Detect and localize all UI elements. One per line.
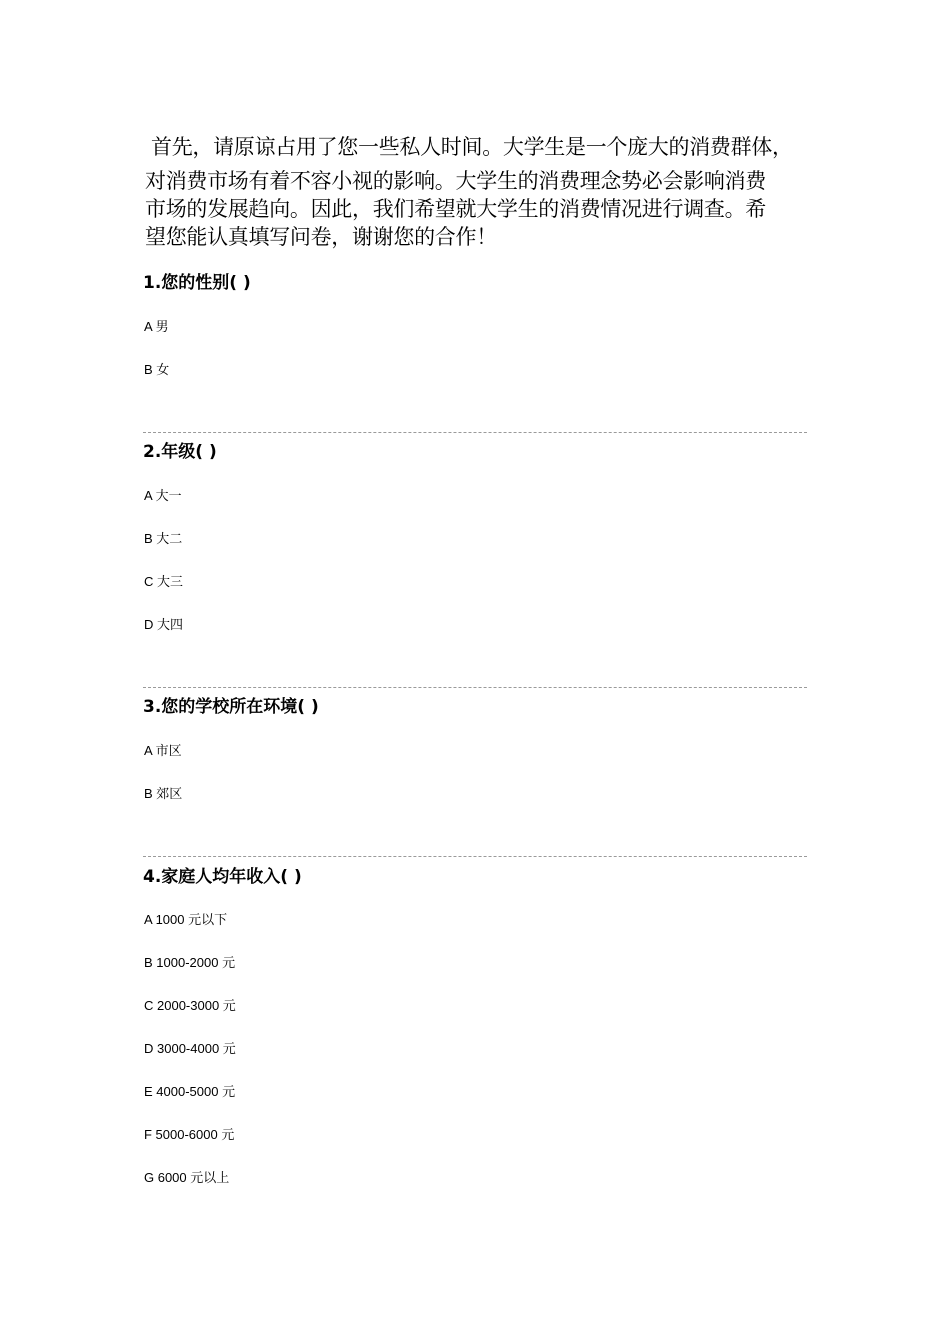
question-4-option-b[interactable]: B 1000-2000 元: [144, 955, 236, 970]
question-4-option-c[interactable]: C 2000-3000 元: [144, 998, 236, 1013]
question-2-title: 2.年级( ): [143, 442, 217, 462]
intro-line: 对消费市场有着不容小视的影响。大学生的消费理念势必会影响消费: [145, 169, 766, 193]
question-1-option-b[interactable]: B 女: [144, 362, 170, 377]
section-divider: [143, 856, 807, 857]
question-4-option-a[interactable]: A 1000 元以下: [144, 912, 228, 927]
question-2-option-a[interactable]: A 大一: [144, 488, 182, 503]
question-1-title: 1.您的性别( ): [143, 273, 251, 293]
question-4-title: 4.家庭人均年收入( ): [143, 867, 302, 887]
question-3-option-a[interactable]: A 市区: [144, 743, 182, 758]
question-2-option-c[interactable]: C 大三: [144, 574, 184, 589]
intro-line: 市场的发展趋向。因此，我们希望就大学生的消费情况进行调查。希: [145, 197, 766, 221]
question-4-option-f[interactable]: F 5000-6000 元: [144, 1127, 235, 1142]
section-divider: [143, 687, 807, 688]
question-1-option-a[interactable]: A 男: [144, 319, 169, 334]
intro-line: 望您能认真填写问卷，谢谢您的合作！: [145, 225, 497, 249]
question-4-option-d[interactable]: D 3000-4000 元: [144, 1041, 236, 1056]
question-2-option-d[interactable]: D 大四: [144, 617, 184, 632]
question-3-option-b[interactable]: B 郊区: [144, 786, 183, 801]
question-3-title: 3.您的学校所在环境( ): [143, 697, 319, 717]
intro-paragraph: [145, 133, 810, 251]
intro-line: 首先，请原谅占用了您一些私人时间。大学生是一个庞大的消费群体，: [151, 135, 793, 159]
question-4-option-g[interactable]: G 6000 元以上: [144, 1170, 230, 1185]
section-divider: [143, 432, 807, 433]
question-2-option-b[interactable]: B 大二: [144, 531, 183, 546]
question-4-option-e[interactable]: E 4000-5000 元: [144, 1084, 236, 1099]
